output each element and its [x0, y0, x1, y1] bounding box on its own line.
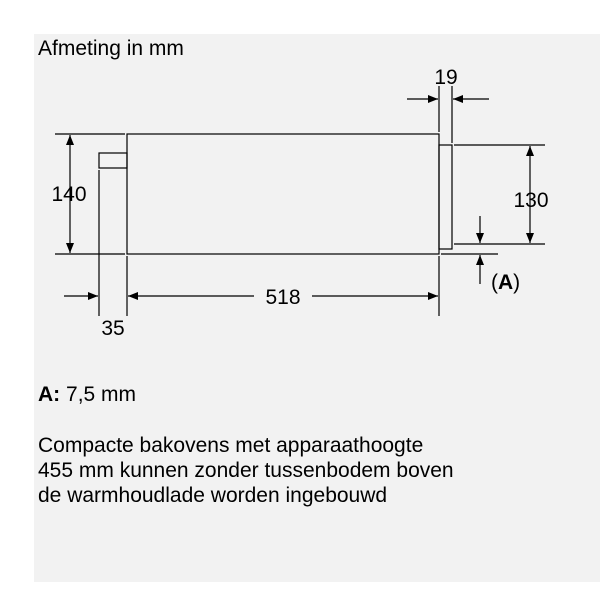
note-label: A:: [38, 383, 61, 406]
dimension-19-label: 19: [434, 66, 458, 89]
dimension-a-label: (A): [491, 271, 521, 294]
description-line: 455 mm kunnen zonder tussenbodem boven: [38, 459, 454, 482]
page-title: Afmeting in mm: [38, 37, 184, 60]
dimension-35-label: 35: [101, 317, 125, 340]
note-a: [38, 383, 136, 407]
front-panel: [439, 145, 452, 249]
dimension-518-label: 518: [265, 286, 301, 309]
description-line: Compacte bakovens met apparaathoogte: [38, 434, 424, 457]
rear-connector: [99, 153, 127, 168]
description: [38, 433, 454, 508]
description-line: de warmhoudlade worden ingebouwd: [38, 484, 388, 507]
note-value: 7,5 mm: [66, 383, 137, 406]
drawer-body: [127, 134, 439, 254]
dimension-a: [441, 216, 498, 284]
dimension-130-label: 130: [513, 189, 549, 212]
dimension-140-label: 140: [51, 183, 87, 206]
